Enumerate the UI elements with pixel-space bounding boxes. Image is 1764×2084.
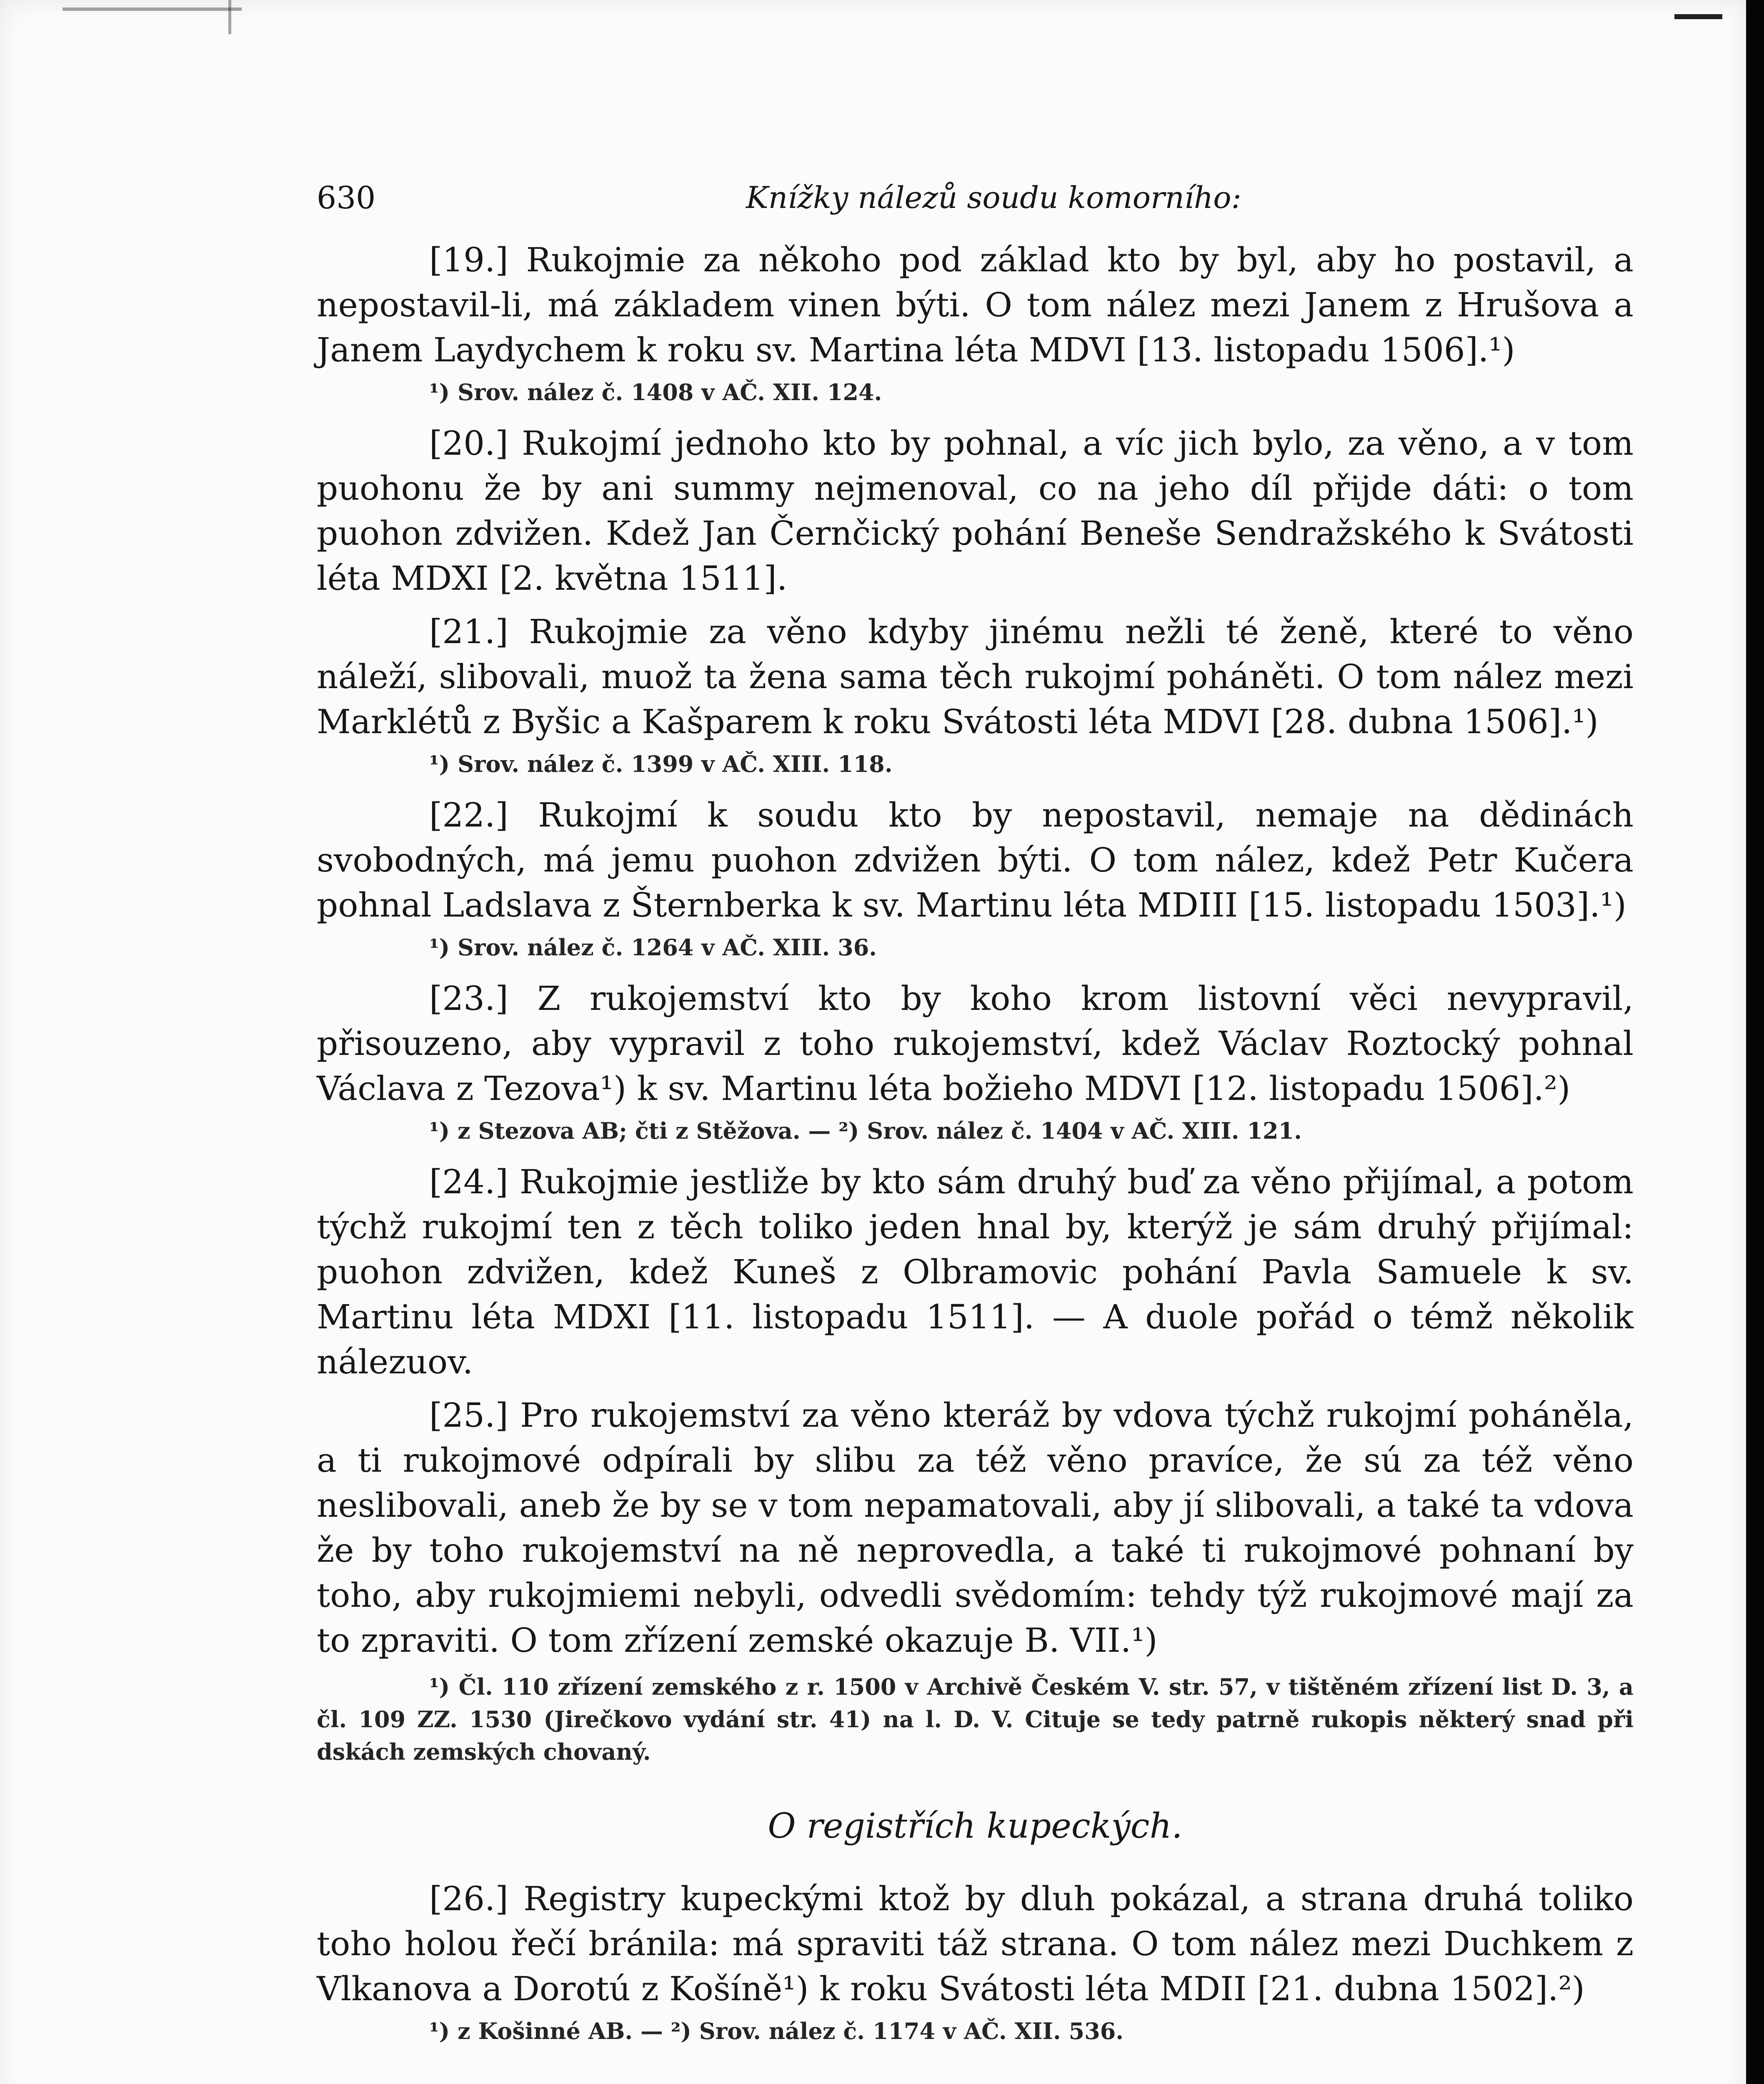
scan-mark-top-right [1674,14,1722,19]
scan-mark-top-left [63,8,242,11]
entry-21 [317,609,1634,780]
running-head [317,175,1634,238]
entry-19 [317,238,1634,408]
entry-22 [317,793,1634,964]
page-content [317,175,1634,2060]
running-title: Knížky nálezů soudu komorního: [746,180,1241,215]
entry-25 [317,1393,1634,1768]
entry-26 [317,1876,1634,2047]
entry-24 [317,1160,1634,1385]
footnote-25: ¹) Čl. 110 zřízení zemského z r. 1500 v Archivě Českém V. str. 57, v tištěném zřízení list D. 3, a čl. 109 ZZ. 1530 (Jirečkovo vydání str. 41) na l. D. V. Cituje se tedy patrně rukopis některý snad při dskách zemských chovaný. [317,1673,1634,1765]
paragraph-23: [23.] Z rukojemství kto by koho krom listovní věci nevypravil, přisouzeno, aby vypravil z toho rukojemství, kdež Václav Roztocký pohnal Václava z Tezova¹) k sv. Martinu léta božieho MDVI [12. listopadu 1506].²) [317,979,1634,1108]
paragraph-20: [20.] Rukojmí jednoho kto by pohnal, a víc jich bylo, za věno, a v tom puohonu že by ani summy nejmenoval, co na jeho díl přijde dáti: o tom puohon zdvižen. Kdež Jan Černčický pohání Beneše Sendražského k Svátosti léta MDXI [2. května 1511]. [317,424,1634,598]
footnote-22: ¹) Srov. nález č. 1264 v AČ. XIII. 36. [429,934,877,961]
footnote-21: ¹) Srov. nález č. 1399 v AČ. XIII. 118. [429,751,893,777]
entry-20 [317,421,1634,601]
paragraph-21: [21.] Rukojmie za věno kdyby jinému nežli té ženě, které to věno náleží, slibovali, muož ta žena sama těch rukojmí poháněti. O tom nález mezi Marklétů z Byšic a Kašparem k roku Svátosti léta MDVI [28. dubna 1506].¹) [317,612,1634,741]
footnote-23: ¹) z Stezova AB; čti z Stěžova. — ²) Srov. nález č. 1404 v AČ. XIII. 121. [429,1117,1302,1144]
scan-mark-top-left-vertical [228,0,231,34]
entry-23 [317,976,1634,1147]
section-title: O registřích kupeckých. [768,1806,1183,1846]
footnote-26: ¹) z Košinné AB. — ²) Srov. nález č. 1174 v AČ. XII. 536. [429,2018,1124,2044]
page-number: 630 [317,180,376,216]
paragraph-24: [24.] Rukojmie jestliže by kto sám druhý buď za věno přijímal, a potom týchž rukojmí ten z těch toliko jeden hnal by, kterýž je sám druhý přijímal: puohon zdvižen, kdež Kuneš z Olbramovic pohání Pavla Samuele k sv. Martinu léta MDXI [11. listopadu 1511]. — A duole pořád o témž několik nálezuov. [317,1162,1634,1381]
footnote-19: ¹) Srov. nález č. 1408 v AČ. XII. 124. [429,379,882,406]
paragraph-22: [22.] Rukojmí k soudu kto by nepostavil, nemaje na dědinách svobodných, má jemu puohon zdvižen býti. O tom nález, kdež Petr Kučera pohnal Ladslava z Šternberka k sv. Martinu léta MDIII [15. listopadu 1503].¹) [317,796,1634,924]
paragraph-25: [25.] Pro rukojemství za věno kteráž by vdova týchž rukojmí poháněla, a ti rukojmové odpírali by slibu za též věno pravíce, že sú za též věno neslibovali, aneb že by se v tom nepamatovali, aby jí slibovali, a také ta vdova že by toho rukojemství na ně neprovedla, a také ti rukojmové pohnaní by toho, aby rukojmiemi nebyli, odvedli svědomím: tehdy týž rukojmové mají za to zpraviti. O tom zřízení zemské okazuje B. VII.¹) [317,1396,1634,1660]
paragraph-19: [19.] Rukojmie za někoho pod základ kto by byl, aby ho postavil, a nepostavil-li, má základem vinen býti. O tom nález mezi Janem z Hrušova a Janem Laydychem k roku sv. Martina léta MDVI [13. listopadu 1506].¹) [317,240,1634,369]
scan-border-right [1746,0,1764,2084]
paragraph-26: [26.] Registry kupeckými ktož by dluh pokázal, a strana druhá toliko toho holou řečí bránila: má spraviti táž strana. O tom nález mezi Duchkem z Vlkanova a Dorotú z Košíně¹) k roku Svátosti léta MDII [21. dubna 1502].²) [317,1879,1634,2008]
